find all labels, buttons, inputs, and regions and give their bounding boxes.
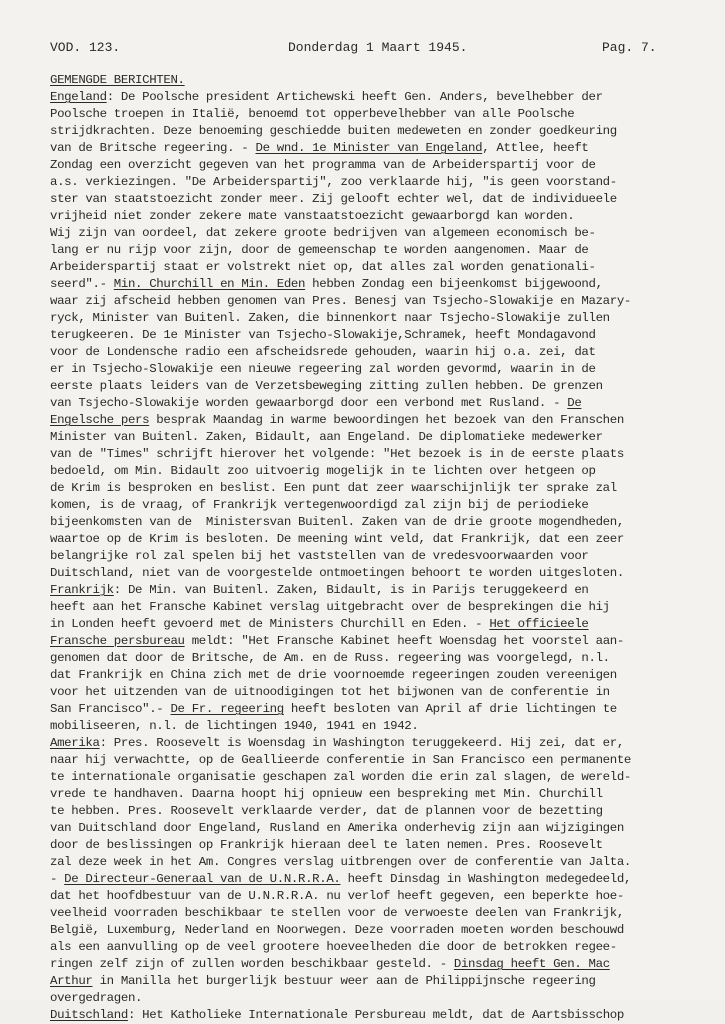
text-line [50,123,700,140]
text-line [50,871,700,888]
text-line [50,548,700,565]
text-line [50,106,700,123]
underlined-heading: Min. Churchill en Min. Eden [113,277,306,291]
underlined-heading: Engeland [50,90,107,104]
text-line [50,378,700,395]
text-segment: voor de Londensche radio een afscheidsrede gehouden, waarin hij o.a. zei, dat [50,345,596,359]
text-line [50,395,700,412]
text-line [50,854,700,871]
text-segment: van Tsjecho-Slowakije worden gewaarborgd door een verbond met Rusland. - [50,396,568,410]
text-line [50,157,700,174]
text-segment: België, Luxemburg, Nederland en Noorwegen. Deze voorraden moeten worden beschouwd [50,923,624,937]
underlined-heading: De Fr. regeering [170,702,284,716]
text-line [50,701,700,718]
underlined-heading: De Directeur-Generaal van de U.N.R.R.A. [64,872,341,886]
underlined-heading: Arthur [50,974,93,988]
text-segment: a.s. verkiezingen. "De Arbeiderspartij", zoo verklaarde hij, "is geen voorstand- [50,175,617,189]
text-line [50,837,700,854]
text-segment: ster van staatstoezicht zonder meer. Zij gelooft echter wel, dat de individueele [50,192,617,206]
text-segment: waartoe op de Krim is besloten. De meening wint veld, dat Frankrijk, dat een zeer [50,532,624,546]
text-segment: : Het Katholieke Internationale Persbureau meldt, dat de Aartsbisschop [127,1008,624,1022]
bulletin-body [50,72,700,1024]
text-line [50,786,700,803]
text-segment: dat Frankrijk en China zich met de drie voornoemde regeeringen zouden vereenigen [50,668,617,682]
text-line [50,922,700,939]
text-segment: besprak Maandag in warme bewoordingen het bezoek van den Franschen [149,413,624,427]
text-segment: te hebben. Pres. Roosevelt verklaarde verder, dat de plannen voor de bezetting [50,804,603,818]
text-line [50,990,700,1007]
text-segment: : De Min. van Buitenl. Zaken, Bidault, is in Parijs teruggekeerd en [113,583,589,597]
bulletin-date: Donderdag 1 Maart 1945. [288,40,468,55]
text-line [50,72,700,89]
text-line [50,293,700,310]
text-segment: veelheid voorraden beschikbaar te stellen voor de verwoeste deelen van Frankrijk, [50,906,624,920]
text-line [50,531,700,548]
text-line [50,888,700,905]
text-segment: , Attlee, heeft [482,141,589,155]
text-segment: de Krim is besproken en beslist. Een punt dat zeer waarschijnlijk ter sprake zal [50,481,617,495]
text-line [50,667,700,684]
text-segment: heeft besloten van April af drie lichtingen te [283,702,617,716]
text-line [50,310,700,327]
text-line [50,225,700,242]
text-segment: als een aanvulling op de veel grootere hoeveelheden die door de betrokken regee- [50,940,617,954]
text-line [50,650,700,667]
text-segment: Wij zijn van oordeel, dat zekere groote bedrijven van algemeen economisch be- [50,226,596,240]
page-number: Pag. 7. [602,40,657,55]
text-segment: lang er nu rijp voor zijn, door de gemeenschap te worden aangenomen. Maar de [50,243,589,257]
text-line [50,259,700,276]
underlined-heading: Engelsche pers [50,413,150,427]
underlined-heading: GEMENGDE BERICHTEN. [50,73,185,87]
page-header [50,40,690,62]
text-segment: bedoeld, om Min. Bidault zoo uitvoerig mogelijk in te lichten over hetgeen op [50,464,596,478]
text-line [50,582,700,599]
text-segment: meldt: "Het Fransche Kabinet heeft Woensdag het voorstel aan- [184,634,624,648]
text-segment: ryck, Minister van Buitenl. Zaken, die binnenkort naar Tsjecho-Slowakije zullen [50,311,610,325]
text-line [50,684,700,701]
text-line [50,242,700,259]
text-line [50,446,700,463]
text-line [50,718,700,735]
text-segment: dat het hoofdbestuur van de U.N.R.R.A. nu verlof heeft gegeven, een beperkte hoe- [50,889,624,903]
text-line [50,769,700,786]
text-segment: : Pres. Roosevelt is Woensdag in Washington teruggekeerd. Hij zei, dat er, [99,736,624,750]
underlined-heading: De wnd. 1e Minister van Engeland [255,141,483,155]
text-line [50,905,700,922]
text-segment: Duitschland, niet van de voorgestelde ontmoetingen behoort te worden uitgesloten. [50,566,624,580]
text-segment: seerd".- [50,277,114,291]
text-segment: vrede te handhaven. Daarna hoopt hij opnieuw een bespreking met Min. Churchill [50,787,603,801]
text-segment: terugkeeren. De 1e Minister van Tsjecho-Slowakije,Schramek, heeft Mondagavond [50,328,596,342]
text-segment: genomen dat door de Britsche, de Am. en de Russ. regeering was voorgelegd, n.l. [50,651,610,665]
text-line [50,1007,700,1024]
text-line [50,497,700,514]
text-segment: - [50,872,65,886]
text-segment: Poolsche troepen in Italië, benoemd tot opperbevelhebber van alle Poolsche [50,107,575,121]
text-line [50,174,700,191]
text-segment: van Duitschland door Engeland, Rusland en Amerika onderhevig zijn aan wijzigingen [50,821,624,835]
text-segment: Arbeiderspartij staat er volstrekt niet op, dat alles zal worden genationali- [50,260,596,274]
text-line [50,412,700,429]
text-segment: ringen zelf zijn of zullen worden beschikbaar gesteld. - [50,957,454,971]
text-segment: voor het uitzenden van de uitnoodigingen tot het bijwonen van de conferentie in [50,685,610,699]
text-segment: bijeenkomsten van de Ministersvan Buitenl. Zaken van de drie groote mogendheden, [50,515,624,529]
text-segment: strijdkrachten. Deze benoeming geschiedde buiten medeweten en zonder goedkeuring [50,124,617,138]
text-line [50,633,700,650]
text-segment: heeft aan het Fransche Kabinet verslag uitgebracht over de besprekingen die hij [50,600,610,614]
text-line [50,429,700,446]
text-segment: in Manilla het burgerlijk bestuur weer aan de Philippijnsche regeering [92,974,596,988]
text-segment: te internationale organisatie geschapen zal worden die erin zal slagen, de wereld- [50,770,632,784]
text-segment: overgedragen. [50,991,143,1005]
text-line [50,327,700,344]
text-segment: naar hij verwachtte, op de Geallieerde conferentie in San Francisco een permanente [50,753,632,767]
underlined-heading: Het officieele [489,617,589,631]
text-segment: in Londen heeft gevoerd met de Ministers Churchill en Eden. - [50,617,490,631]
text-segment: Minister van Buitenl. Zaken, Bidault, aan Engeland. De diplomatieke medewerker [50,430,603,444]
text-line [50,956,700,973]
text-line [50,140,700,157]
underlined-heading: Duitschland [50,1008,128,1022]
text-line [50,735,700,752]
text-line [50,89,700,106]
text-segment: San Francisco".- [50,702,171,716]
text-line [50,599,700,616]
underlined-heading: Dinsdag heeft Gen. Mac [453,957,610,971]
text-line [50,939,700,956]
text-segment: door de beslissingen op Frankrijk hieraan deel te laten nemen. Pres. Roosevelt [50,838,603,852]
text-segment: hebben Zondag een bijeenkomst bijgewoond, [305,277,603,291]
text-segment: van de "Times" schrijft hierover het volgende: "Het bezoek is in de eerste plaats [50,447,624,461]
text-line [50,463,700,480]
underlined-heading: Frankrijk [50,583,114,597]
text-line [50,514,700,531]
text-line [50,752,700,769]
text-line [50,803,700,820]
text-segment: eerste plaats leiders van de Verzetsbeweging zitting zullen hebben. De grenzen [50,379,603,393]
text-segment: Zondag een overzicht gegeven van het programma van de Arbeiderspartij voor de [50,158,596,172]
text-segment: belangrijke rol zal spelen bij het vaststellen van de vredesvoorwaarden voor [50,549,589,563]
text-segment: komen, is de vraag, of Frankrijk vertegenwoordigd zal zijn bij de periodieke [50,498,589,512]
text-line [50,361,700,378]
text-segment: van de Britsche regeering. - [50,141,256,155]
text-line [50,480,700,497]
text-segment: mobiliseeren, n.l. de lichtingen 1940, 1941 en 1942. [50,719,419,733]
text-segment: er in Tsjecho-Slowakije een nieuwe regeering zal worden gevormd, waarin in de [50,362,596,376]
text-segment: vrijheid niet zonder zekere mate vanstaatstoezicht gewaarborgd kan worden. [50,209,575,223]
underlined-heading: Amerika [50,736,100,750]
underlined-heading: Fransche persbureau [50,634,185,648]
text-segment: heeft Dinsdag in Washington medegedeeld, [340,872,632,886]
text-line [50,191,700,208]
text-line [50,208,700,225]
text-segment: : De Poolsche president Artichewski heeft Gen. Anders, bevelhebber der [106,90,603,104]
text-line [50,973,700,990]
text-line [50,565,700,582]
text-segment: waar zij afscheid hebben genomen van Pres. Benesj van Tsjecho-Slowakije en Mazary- [50,294,632,308]
underlined-heading: De [567,396,582,410]
text-segment: zal deze week in het Am. Congres verslag uitbrengen over de conferentie van Jalta. [50,855,632,869]
text-line [50,344,700,361]
text-line [50,276,700,293]
bulletin-number: VOD. 123. [50,40,121,55]
text-line [50,820,700,837]
text-line [50,616,700,633]
